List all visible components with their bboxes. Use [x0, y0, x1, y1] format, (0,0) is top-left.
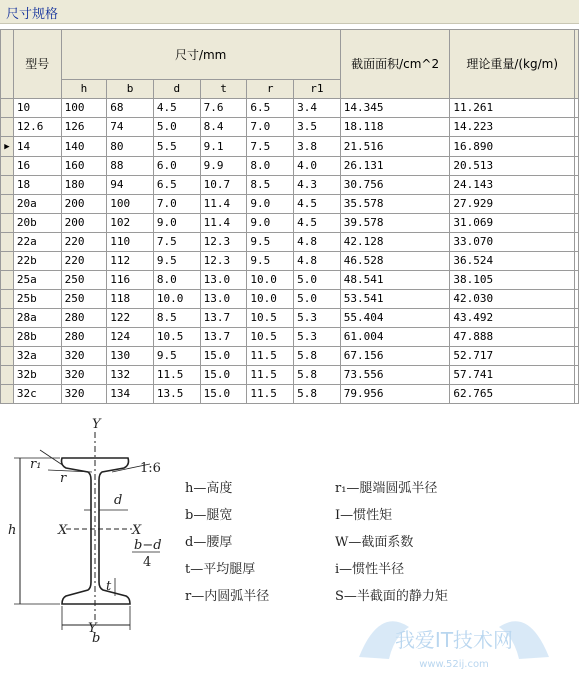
label-slope: 1:6 — [140, 461, 161, 476]
header-weight[interactable]: 理论重量/(kg/m) — [450, 30, 575, 99]
table-cell[interactable]: 5.0 — [153, 118, 200, 137]
table-cell[interactable]: 42.030 — [450, 290, 575, 309]
table-cell[interactable]: 61.004 — [340, 328, 450, 347]
table-cell[interactable]: 7.0 — [153, 195, 200, 214]
table-cell[interactable]: 11.5 — [153, 366, 200, 385]
table-cell[interactable]: 9.1 — [200, 137, 247, 157]
table-cell[interactable]: 3.4 — [294, 99, 341, 118]
table-cell[interactable]: 5.3 — [294, 309, 341, 328]
row-selector[interactable] — [1, 271, 14, 290]
table-cell[interactable]: 16.890 — [450, 137, 575, 157]
label-r1: r₁ — [30, 457, 42, 472]
table-cell[interactable]: 13.5 — [153, 385, 200, 404]
header-area[interactable]: 截面面积/cm^2 — [340, 30, 450, 99]
table-row[interactable] — [1, 99, 579, 118]
table-row[interactable] — [1, 176, 579, 195]
overflow-cell — [574, 118, 578, 137]
table-cell[interactable]: 10.0 — [153, 290, 200, 309]
panel-titlebar — [0, 0, 579, 24]
table-cell[interactable]: 116 — [107, 271, 154, 290]
table-cell[interactable]: 4.0 — [294, 157, 341, 176]
table-cell[interactable]: 46.528 — [340, 252, 450, 271]
legend-left — [185, 480, 269, 604]
legend-item: b—腿宽 — [185, 508, 233, 523]
table-cell[interactable]: 79.956 — [340, 385, 450, 404]
table-row[interactable] — [1, 157, 579, 176]
table-cell[interactable]: 11.5 — [247, 347, 294, 366]
table-cell[interactable]: 12.6 — [13, 118, 61, 137]
legend-item: S—半截面的静力矩 — [335, 589, 448, 604]
row-selector[interactable] — [1, 118, 14, 137]
table-cell[interactable]: 36.524 — [450, 252, 575, 271]
table-cell[interactable]: 22a — [13, 233, 61, 252]
table-cell[interactable]: 32b — [13, 366, 61, 385]
table-cell[interactable]: 18 — [13, 176, 61, 195]
table-cell[interactable]: 38.105 — [450, 271, 575, 290]
table-cell[interactable]: 180 — [61, 176, 107, 195]
table-cell[interactable]: 10 — [13, 99, 61, 118]
table-cell[interactable]: 11.5 — [247, 385, 294, 404]
legend-item: I—惯性矩 — [335, 508, 393, 523]
table-cell[interactable]: 42.128 — [340, 233, 450, 252]
table-cell[interactable]: 15.0 — [200, 366, 247, 385]
table-cell[interactable]: 14.345 — [340, 99, 450, 118]
table-cell[interactable]: 32c — [13, 385, 61, 404]
header-r[interactable]: r — [247, 80, 294, 99]
table-cell[interactable]: 5.3 — [294, 328, 341, 347]
label-x-right: X — [132, 523, 142, 538]
table-cell[interactable]: 6.5 — [153, 176, 200, 195]
table-cell[interactable]: 200 — [61, 195, 107, 214]
overflow-cell — [574, 328, 578, 347]
label-y-bottom: Y — [88, 621, 97, 636]
table-cell[interactable]: 7.0 — [247, 118, 294, 137]
table-cell[interactable]: 62.765 — [450, 385, 575, 404]
table-cell[interactable]: 10.0 — [247, 271, 294, 290]
overflow-cell — [574, 214, 578, 233]
table-cell[interactable]: 100 — [107, 195, 154, 214]
table-row[interactable] — [1, 271, 579, 290]
overflow-cell — [574, 157, 578, 176]
header-model[interactable]: 型号 — [13, 30, 61, 99]
table-cell[interactable]: 9.5 — [153, 252, 200, 271]
watermark-url: www.52ij.com — [419, 659, 489, 670]
table-cell[interactable]: 28a — [13, 309, 61, 328]
table-cell[interactable]: 320 — [61, 366, 107, 385]
table-cell[interactable]: 140 — [61, 137, 107, 157]
table-cell[interactable]: 68 — [107, 99, 154, 118]
row-header-corner — [1, 30, 14, 99]
overflow-cell — [574, 309, 578, 328]
label-b: b — [92, 631, 101, 646]
table-cell[interactable]: 5.8 — [294, 347, 341, 366]
table-cell[interactable]: 8.5 — [153, 309, 200, 328]
table-cell[interactable]: 30.756 — [340, 176, 450, 195]
table-cell[interactable]: 250 — [61, 290, 107, 309]
current-row-indicator-icon: ▶ — [4, 142, 10, 152]
table-cell[interactable]: 5.8 — [294, 385, 341, 404]
table-cell[interactable]: 7.5 — [247, 137, 294, 157]
table-cell[interactable]: 9.0 — [247, 214, 294, 233]
watermark-logo — [349, 597, 559, 677]
row-selector[interactable] — [1, 137, 14, 157]
table-row[interactable] — [1, 118, 579, 137]
overflow-cell — [574, 385, 578, 404]
table-cell[interactable]: 13.0 — [200, 290, 247, 309]
table-cell[interactable]: 13.7 — [200, 309, 247, 328]
table-cell[interactable]: 3.8 — [294, 137, 341, 157]
panel-title: 尺寸规格 — [6, 7, 59, 22]
header-d[interactable]: d — [153, 80, 200, 99]
table-cell[interactable]: 8.0 — [247, 157, 294, 176]
header-dimensions[interactable]: 尺寸/mm — [61, 30, 340, 80]
row-selector[interactable] — [1, 366, 14, 385]
table-cell[interactable]: 320 — [61, 385, 107, 404]
table-cell[interactable]: 24.143 — [450, 176, 575, 195]
legend-item: t—平均腿厚 — [185, 562, 256, 577]
row-selector[interactable] — [1, 309, 14, 328]
overflow-cell — [574, 176, 578, 195]
table-cell[interactable]: 9.5 — [153, 347, 200, 366]
row-selector[interactable] — [1, 347, 14, 366]
table-cell[interactable]: 12.3 — [200, 233, 247, 252]
table-cell[interactable]: 33.070 — [450, 233, 575, 252]
table-cell[interactable]: 4.5 — [294, 214, 341, 233]
table-cell[interactable]: 9.5 — [247, 233, 294, 252]
header-h[interactable]: h — [61, 80, 107, 99]
table-cell[interactable]: 4.5 — [294, 195, 341, 214]
table-cell[interactable]: 25b — [13, 290, 61, 309]
table-cell[interactable]: 5.0 — [294, 271, 341, 290]
table-cell[interactable]: 220 — [61, 252, 107, 271]
table-cell[interactable]: 52.717 — [450, 347, 575, 366]
table-cell[interactable]: 47.888 — [450, 328, 575, 347]
table-cell[interactable]: 15.0 — [200, 347, 247, 366]
legend-item: h—高度 — [185, 481, 233, 496]
table-cell[interactable]: 9.0 — [247, 195, 294, 214]
table-cell[interactable]: 126 — [61, 118, 107, 137]
table-cell[interactable]: 280 — [61, 328, 107, 347]
legend-item: W—截面系数 — [335, 535, 414, 550]
table-cell[interactable]: 4.8 — [294, 252, 341, 271]
table-cell[interactable]: 4.5 — [153, 99, 200, 118]
row-selector[interactable] — [1, 99, 14, 118]
overflow-cell — [574, 233, 578, 252]
table-cell[interactable]: 25a — [13, 271, 61, 290]
table-cell[interactable]: 74 — [107, 118, 154, 137]
table-cell[interactable]: 6.0 — [153, 157, 200, 176]
header-r1[interactable]: r1 — [294, 80, 341, 99]
overflow-cell — [574, 252, 578, 271]
table-cell[interactable]: 26.131 — [340, 157, 450, 176]
legend-right — [335, 480, 448, 604]
table-cell[interactable]: 73.556 — [340, 366, 450, 385]
label-d: d — [114, 493, 123, 508]
table-row[interactable] — [1, 385, 579, 404]
table-cell[interactable]: 48.541 — [340, 271, 450, 290]
table-cell[interactable]: 9.0 — [153, 214, 200, 233]
label-r: r — [60, 471, 67, 486]
row-selector[interactable] — [1, 290, 14, 309]
table-cell[interactable]: 5.8 — [294, 366, 341, 385]
table-cell[interactable]: 7.6 — [200, 99, 247, 118]
table-cell[interactable]: 132 — [107, 366, 154, 385]
table-cell[interactable]: 134 — [107, 385, 154, 404]
table-cell[interactable]: 10.5 — [247, 328, 294, 347]
row-selector[interactable] — [1, 176, 14, 195]
row-selector[interactable] — [1, 157, 14, 176]
table-cell[interactable]: 55.404 — [340, 309, 450, 328]
table-cell[interactable]: 200 — [61, 214, 107, 233]
table-cell[interactable]: 7.5 — [153, 233, 200, 252]
table-row[interactable] — [1, 347, 579, 366]
table-cell[interactable]: 10.5 — [247, 309, 294, 328]
table-row[interactable] — [1, 366, 579, 385]
table-cell[interactable]: 250 — [61, 271, 107, 290]
table-cell[interactable]: 220 — [61, 233, 107, 252]
table-cell[interactable]: 8.4 — [200, 118, 247, 137]
table-cell[interactable]: 8.5 — [247, 176, 294, 195]
table-cell[interactable]: 8.0 — [153, 271, 200, 290]
table-cell[interactable]: 102 — [107, 214, 154, 233]
overflow-cell — [574, 137, 578, 157]
table-cell[interactable]: 21.516 — [340, 137, 450, 157]
table-cell[interactable]: 110 — [107, 233, 154, 252]
header-b[interactable]: b — [107, 80, 154, 99]
legend-item: r—内圆弧半径 — [185, 589, 270, 604]
table-cell[interactable]: 10.0 — [247, 290, 294, 309]
table-cell[interactable]: 5.0 — [294, 290, 341, 309]
label-h: h — [8, 523, 17, 538]
table-cell[interactable]: 130 — [107, 347, 154, 366]
overflow-cell — [574, 290, 578, 309]
overflow-cell — [574, 99, 578, 118]
table-cell[interactable]: 118 — [107, 290, 154, 309]
watermark-text: 我爱IT技术网 — [394, 628, 514, 652]
table-cell[interactable]: 11.4 — [200, 195, 247, 214]
table-cell[interactable]: 10.7 — [200, 176, 247, 195]
table-cell[interactable]: 100 — [61, 99, 107, 118]
watermark-graphic — [349, 597, 559, 677]
table-cell[interactable]: 20a — [13, 195, 61, 214]
label-x-left: X — [58, 523, 68, 538]
table-cell[interactable]: 80 — [107, 137, 154, 157]
table-cell[interactable]: 14 — [13, 137, 61, 157]
table-cell[interactable]: 12.3 — [200, 252, 247, 271]
table-cell[interactable]: 112 — [107, 252, 154, 271]
table-cell[interactable]: 16 — [13, 157, 61, 176]
row-selector[interactable] — [1, 252, 14, 271]
table-cell[interactable]: 280 — [61, 309, 107, 328]
overflow-cell — [574, 347, 578, 366]
table-cell[interactable]: 18.118 — [340, 118, 450, 137]
table-row[interactable] — [1, 328, 579, 347]
table-cell[interactable]: 88 — [107, 157, 154, 176]
table-cell[interactable]: 67.156 — [340, 347, 450, 366]
table-cell[interactable]: 53.541 — [340, 290, 450, 309]
table-cell[interactable]: 9.5 — [247, 252, 294, 271]
table-cell[interactable]: 6.5 — [247, 99, 294, 118]
row-selector[interactable] — [1, 214, 14, 233]
legend-item: d—腰厚 — [185, 535, 233, 550]
table-cell[interactable]: 35.578 — [340, 195, 450, 214]
label-t: t — [106, 579, 112, 594]
table-cell[interactable]: 22b — [13, 252, 61, 271]
table-row[interactable] — [1, 137, 579, 157]
row-selector[interactable] — [1, 385, 14, 404]
table-cell[interactable]: 20b — [13, 214, 61, 233]
table-cell[interactable]: 13.0 — [200, 271, 247, 290]
spec-table[interactable] — [0, 29, 579, 404]
row-selector[interactable] — [1, 233, 14, 252]
overflow-cell — [574, 366, 578, 385]
label-frac-bottom: 4 — [143, 555, 152, 570]
overflow-cell — [574, 195, 578, 214]
table-cell[interactable]: 122 — [107, 309, 154, 328]
legend-item: i—惯性半径 — [335, 562, 405, 577]
table-cell[interactable]: 124 — [107, 328, 154, 347]
table-cell[interactable]: 11.261 — [450, 99, 575, 118]
label-y-top: Y — [92, 417, 101, 432]
table-cell[interactable]: 20.513 — [450, 157, 575, 176]
row-selector[interactable] — [1, 328, 14, 347]
table-row[interactable] — [1, 309, 579, 328]
table-cell[interactable]: 28b — [13, 328, 61, 347]
table-cell[interactable]: 5.5 — [153, 137, 200, 157]
table-row[interactable] — [1, 290, 579, 309]
table-cell[interactable]: 15.0 — [200, 385, 247, 404]
table-cell[interactable]: 39.578 — [340, 214, 450, 233]
header-t[interactable]: t — [200, 80, 247, 99]
table-cell[interactable]: 13.7 — [200, 328, 247, 347]
table-cell[interactable]: 43.492 — [450, 309, 575, 328]
table-cell[interactable]: 57.741 — [450, 366, 575, 385]
table-cell[interactable]: 32a — [13, 347, 61, 366]
table-cell[interactable]: 4.3 — [294, 176, 341, 195]
table-row[interactable] — [1, 233, 579, 252]
table-row[interactable] — [1, 214, 579, 233]
table-cell[interactable]: 3.5 — [294, 118, 341, 137]
table-row[interactable] — [1, 195, 579, 214]
header-overflow — [574, 30, 578, 99]
table-cell[interactable]: 11.5 — [247, 366, 294, 385]
table-cell[interactable]: 9.9 — [200, 157, 247, 176]
table-cell[interactable]: 11.4 — [200, 214, 247, 233]
label-frac-top: b−d — [134, 538, 162, 553]
table-cell[interactable]: 4.8 — [294, 233, 341, 252]
table-cell[interactable]: 27.929 — [450, 195, 575, 214]
table-row[interactable] — [1, 252, 579, 271]
table-cell[interactable]: 14.223 — [450, 118, 575, 137]
table-cell[interactable]: 31.069 — [450, 214, 575, 233]
table-cell[interactable]: 320 — [61, 347, 107, 366]
table-cell[interactable]: 160 — [61, 157, 107, 176]
table-cell[interactable]: 94 — [107, 176, 154, 195]
row-selector[interactable] — [1, 195, 14, 214]
overflow-cell — [574, 271, 578, 290]
table-cell[interactable]: 10.5 — [153, 328, 200, 347]
legend-item: r₁—腿端圆弧半径 — [335, 481, 438, 496]
